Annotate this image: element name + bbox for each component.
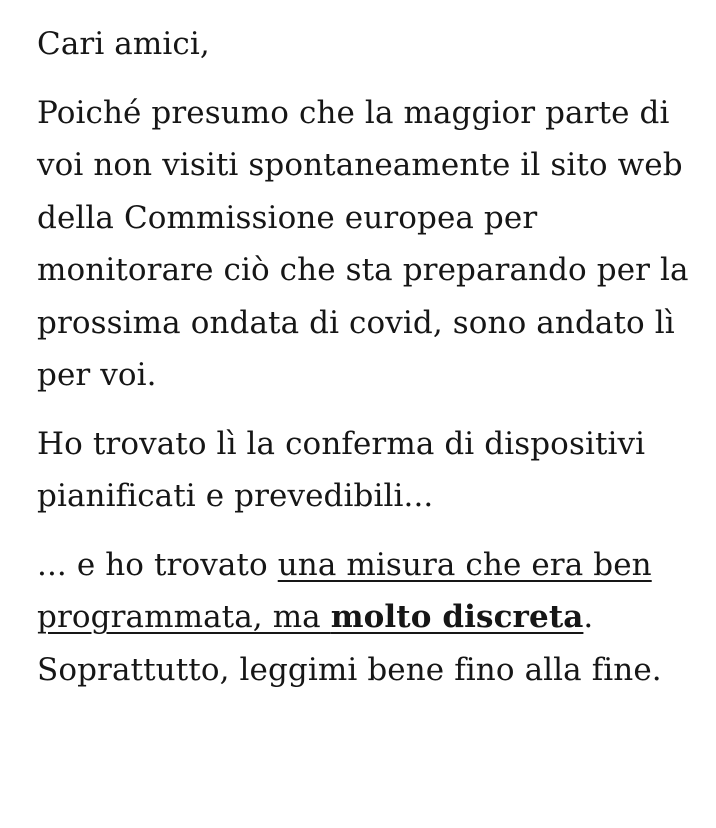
paragraph-3-intro: ... e ho trovato: [37, 546, 278, 583]
paragraph-3-outro: . Soprattutto, leggimi bene fino alla fine.: [37, 599, 662, 688]
underlined-text: una misura che era ben programmata, ma: [37, 546, 652, 635]
underlined-bold-text: molto discreta: [330, 599, 584, 635]
greeting: Cari amici,: [37, 26, 210, 62]
paragraph-3: [37, 539, 697, 697]
paragraph-2: Ho trovato lì la conferma di dispositivi pianificati e prevedibili...: [37, 425, 646, 514]
paragraph-1: Poiché presumo che la maggior parte di voi non visiti spontaneamente il sito web della Commissione europea per monitorare ciò che sta preparando per la prossima ondata di covid, sono andato lì per voi.: [37, 94, 689, 393]
article-body: [37, 18, 697, 712]
